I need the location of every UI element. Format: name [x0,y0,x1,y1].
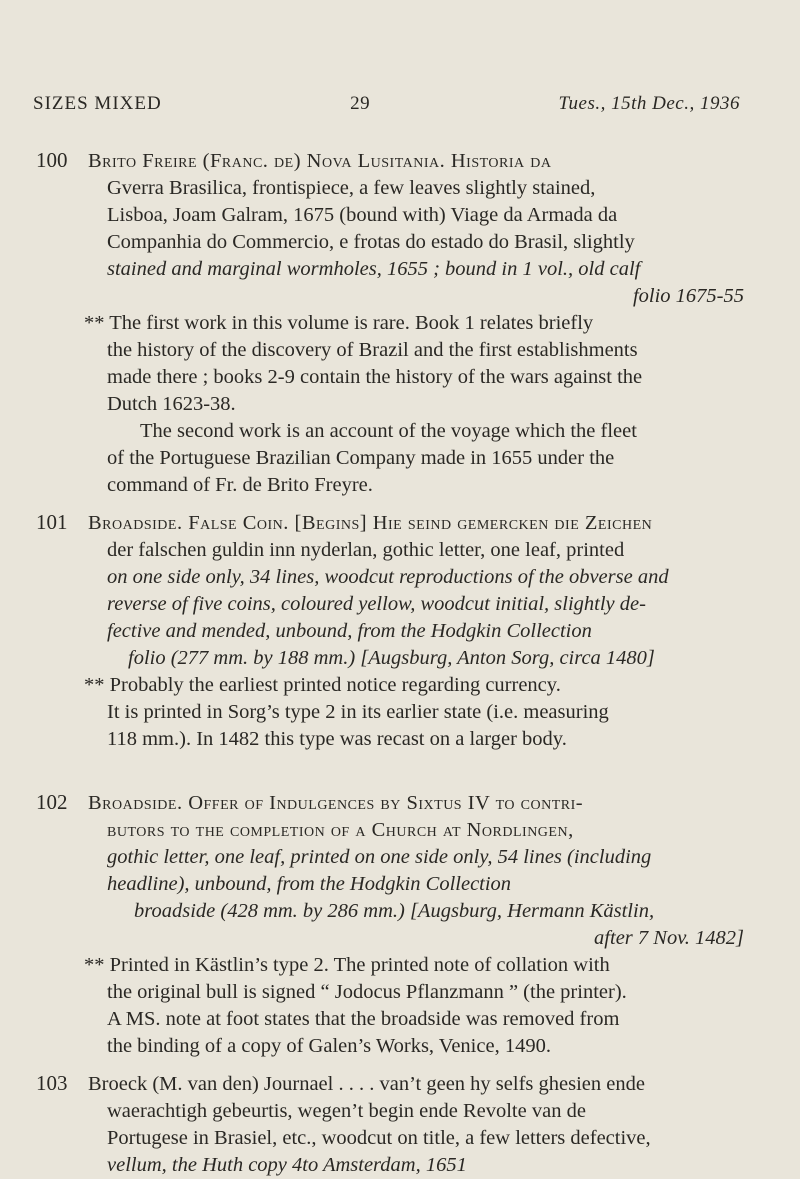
lot-line: gothic letter, one leaf, printed on one side only, 54 lines (including [107,846,652,868]
lot-line: stained and marginal wormholes, 1655 ; bound in 1 vol., old calf [107,258,641,280]
lot-note: Dutch 1623-38. [107,393,236,415]
lot-note: ** Printed in Kästlin’s type 2. The printed note of collation with [84,954,610,976]
sale-date: Tues., 15th Dec., 1936 [558,93,740,114]
lot-note: the original bull is signed “ Jodocus Pflanzmann ” (the printer). [107,981,627,1003]
lot-note: The second work is an account of the voyage which the fleet [140,420,637,442]
lot-note: ** The first work in this volume is rare. Book 1 relates briefly [84,312,594,334]
lot-number: 103 [36,1071,68,1095]
lot-number: 101 [36,510,68,534]
lot-line: Gverra Brasilica, frontispiece, a few leaves slightly stained, [107,177,596,199]
lot-number: 100 [36,148,68,172]
lot-line: waerachtigh gebeurtis, wegen’t begin ende Revolte van de [107,1100,586,1122]
lot-note: of the Portuguese Brazilian Company made in 1655 under the [107,447,615,469]
lot-description [84,790,772,1060]
lot-note: A MS. note at foot states that the broadside was removed from [107,1008,620,1030]
lot-description [84,148,772,499]
lot-line: der falschen guldin inn nyderlan, gothic letter, one leaf, printed [107,539,625,561]
lot-line: on one side only, 34 lines, woodcut reproductions of the obverse and [107,566,669,588]
lot-line: after 7 Nov. 1482] [594,927,744,949]
lot-note: 118 mm.). In 1482 this type was recast on a larger body. [107,728,567,750]
lot-description [84,510,772,753]
lot-line: fective and mended, unbound, from the Hodgkin Collection [107,620,592,642]
lot-line: Broeck (M. van den) Journael . . . . van’t geen hy selfs ghesien ende [88,1073,645,1095]
lot-line: Companhia do Commercio, e frotas do estado do Brasil, slightly [107,231,635,253]
lot-note: command of Fr. de Brito Freyre. [107,474,373,496]
lot-line: folio 1675-55 [632,285,744,307]
lot-note: It is printed in Sorg’s type 2 in its earlier state (i.e. measuring [107,701,609,723]
lot-line: Broadside. Offer of Indulgences by Sixtus IV to contri- [88,792,584,814]
lot-note: ** Probably the earliest printed notice regarding currency. [84,674,561,696]
lot-line: headline), unbound, from the Hodgkin Collection [107,873,512,895]
lot-line: Lisboa, Joam Galram, 1675 (bound with) Viage da Armada da [107,204,618,226]
lot-line: butors to the completion of a Church at Nordlingen, [107,819,574,841]
page-number: 29 [350,93,371,114]
lot-note: the binding of a copy of Galen’s Works, Venice, 1490. [107,1035,551,1057]
lot-line: vellum, the Huth copy 4to Amsterdam, 1651 [107,1154,467,1176]
lot-line: broadside (428 mm. by 286 mm.) [Augsburg, Hermann Kästlin, [134,900,655,922]
lot-line: Brito Freire (Franc. de) Nova Lusitania. Historia da [88,150,552,172]
lot-line: reverse of five coins, coloured yellow, woodcut initial, slightly de- [107,593,646,615]
lot-number: 102 [36,790,68,814]
lot-line: Portugese in Brasiel, etc., woodcut on title, a few letters defective, [107,1127,651,1149]
page-header [33,93,768,115]
lot-note: made there ; books 2-9 contain the history of the wars against the [107,366,643,388]
lot-line: folio (277 mm. by 188 mm.) [Augsburg, Anton Sorg, circa 1480] [128,647,655,669]
header-section-title: SIZES MIXED [33,93,162,114]
lot-line: Broadside. False Coin. [Begins] Hie seind gemercken die Zeichen [88,512,653,534]
lot-note: the history of the discovery of Brazil and the first establishments [107,339,638,361]
lot-description [88,1071,772,1179]
